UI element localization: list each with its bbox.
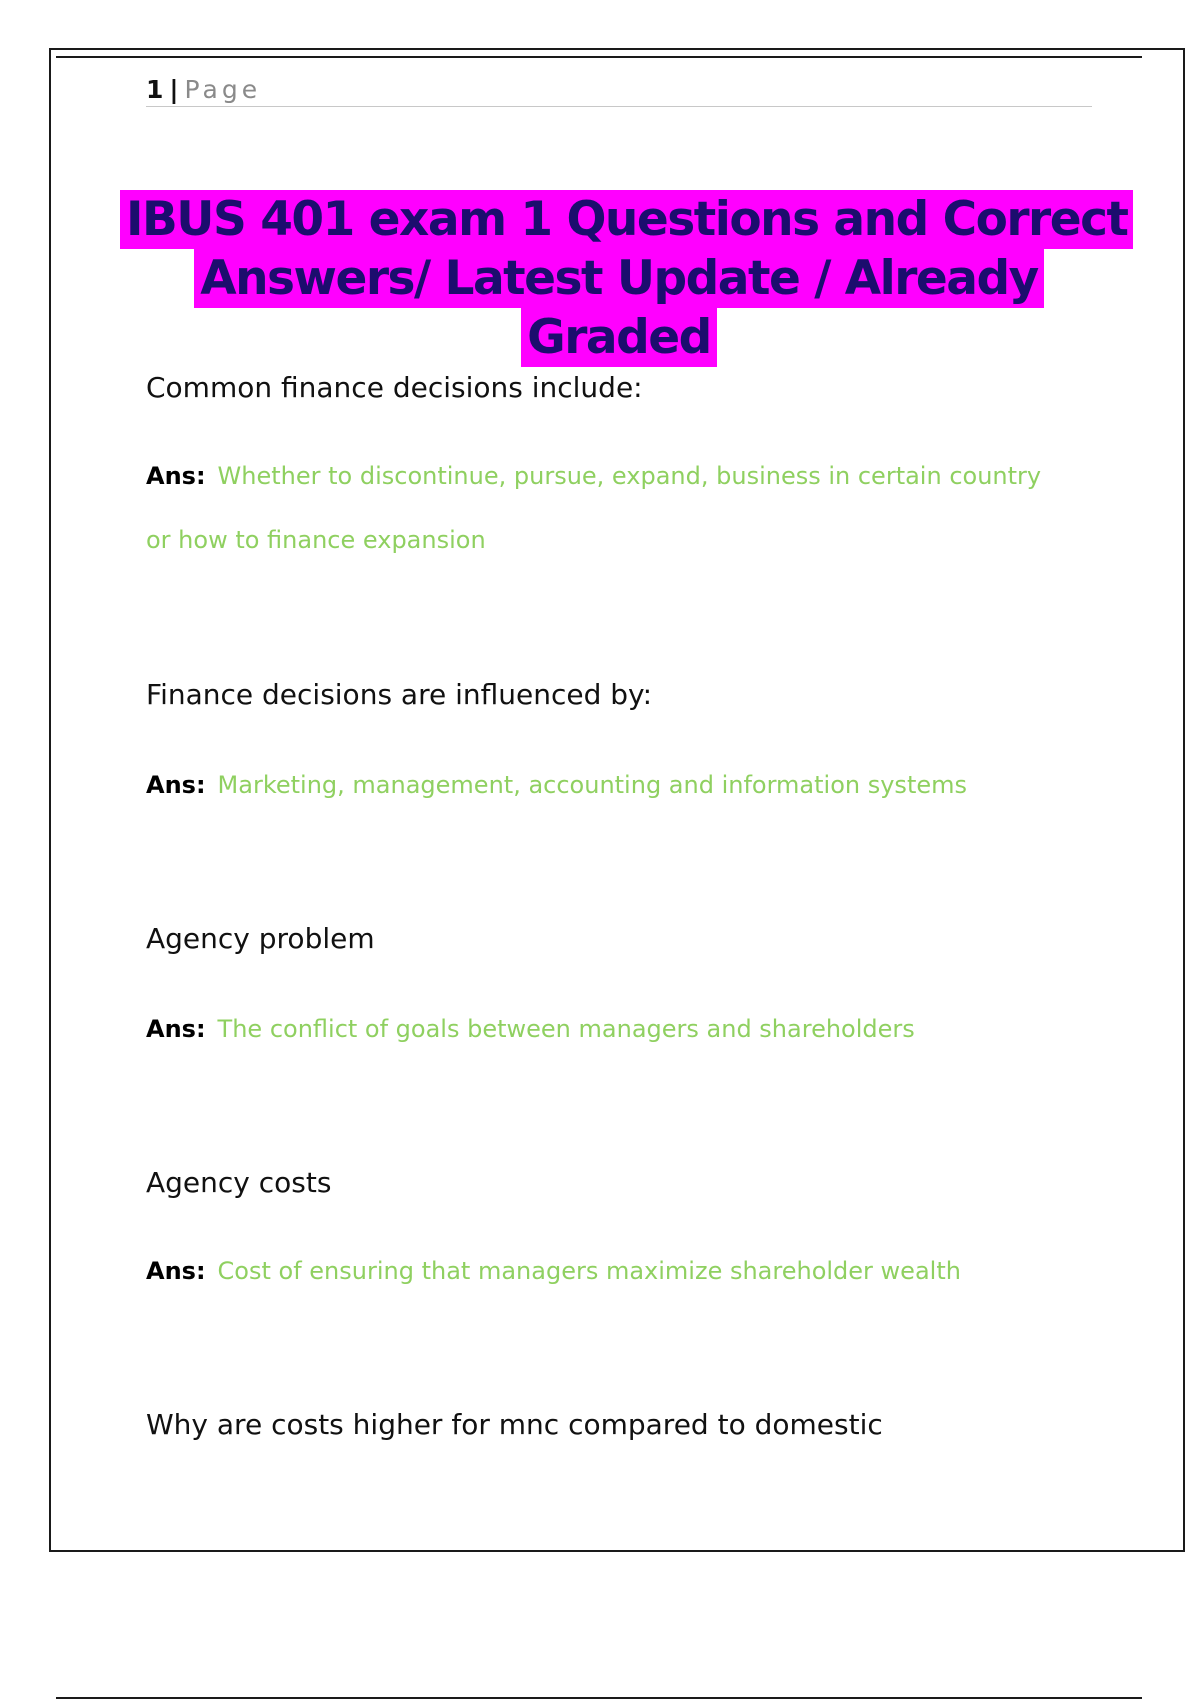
title-line-3: Graded (521, 308, 717, 367)
question-text: Finance decisions are influenced by: (146, 678, 653, 711)
question-text: Agency problem (146, 922, 375, 955)
answer-line (146, 1239, 1092, 1303)
page-separator: | (169, 75, 179, 104)
top-rule (56, 56, 1142, 58)
title-line-2: Answers/ Latest Update / Already (194, 249, 1044, 308)
answer-text: Cost of ensuring that managers maximize shareholder wealth (217, 1257, 961, 1285)
question-text: Common finance decisions include: (146, 371, 643, 404)
answer-label: Ans: (146, 1015, 206, 1043)
page-header (146, 74, 1092, 107)
answer-label: Ans: (146, 1257, 206, 1285)
answer-text: The conflict of goals between managers and shareholders (217, 1015, 915, 1043)
page-word: Page (184, 75, 262, 104)
answer-text: Whether to discontinue, pursue, expand, business in certain country (217, 462, 1042, 490)
answer-label: Ans: (146, 771, 206, 799)
answer-text: Marketing, management, accounting and information systems (217, 771, 967, 799)
answer-line (146, 444, 1092, 508)
question-text: Why are costs higher for mnc compared to domestic (146, 1408, 883, 1441)
answer-continuation (146, 508, 1092, 572)
answer-text: or how to finance expansion (146, 526, 486, 554)
answer-label: Ans: (146, 462, 206, 490)
document-title (120, 190, 1128, 367)
bottom-rule (56, 1697, 1142, 1699)
title-line-1: IBUS 401 exam 1 Questions and Correct (120, 190, 1133, 249)
page-number: 1 (146, 75, 164, 104)
answer-line (146, 997, 1092, 1061)
answer-line (146, 753, 1092, 817)
question-text: Agency costs (146, 1166, 332, 1199)
